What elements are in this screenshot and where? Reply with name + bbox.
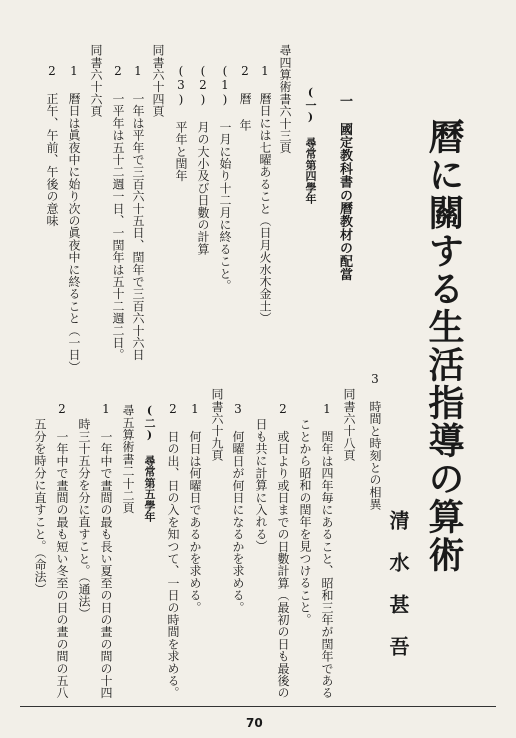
text-line: 2 日の出、日の入を知つて、一日の時間を求める。 <box>166 402 180 699</box>
text-line: 同書六十九頁 <box>210 388 224 462</box>
text-line: 2 曆 年 <box>238 64 252 132</box>
section-number: 一 <box>337 94 352 108</box>
text-line: 3 何曜日が何日になるかを求める。 <box>231 402 245 614</box>
author-name: 清水甚吾 <box>386 510 410 678</box>
text-line: 2 一平年は五十二週一日、一閏年は五十二週二日。 <box>111 64 125 361</box>
text-line: 尋四算術書六十三頁 <box>278 44 292 154</box>
subsection-heading <box>305 86 316 204</box>
text-line: (3) 平年と閏年 <box>174 64 188 182</box>
text-line: 3 時間と時刻との相異 <box>368 372 382 511</box>
subsection-title: 尋常第四學年 <box>304 136 317 205</box>
text-line: 時三十五分を分に直すこと。（通法） <box>77 418 91 620</box>
subsection-number: (一) <box>304 86 317 124</box>
section-heading <box>338 94 351 281</box>
text-line: 尋五算術書二十二頁 <box>121 404 135 514</box>
text-line: 1 一年は平年で三百六十五日、閏年で三百六十六日 <box>131 64 145 361</box>
text-line: 同書六十八頁 <box>342 388 356 462</box>
text-line: 同書六十六頁 <box>89 44 103 118</box>
text-line: 五分を時分に直すこと。（命法） <box>33 418 47 595</box>
bottom-rule <box>20 706 496 707</box>
section-title: 國定教科書の曆教材の配當 <box>337 122 352 281</box>
page-number: 70 <box>246 716 263 730</box>
text-line: 2 正午、午前、午後の意味 <box>45 64 59 227</box>
text-line: 1 曆日には七曜あること（日月火水木金土） <box>258 64 272 325</box>
text-line: (1) 一月に始り十二月に終ること。 <box>218 64 232 292</box>
text-line: 1 何日は何曜日であるかを求める。 <box>188 402 202 614</box>
text-line: 同書六十四頁 <box>151 44 165 118</box>
text-line: (2) 月の大小及び日數の計算 <box>196 64 210 256</box>
subsection-heading: (二) 尋常第五學年 <box>143 404 156 523</box>
text-line: 1 曆日は眞夜中に始り次の眞夜中に終ること（一日） <box>67 64 81 374</box>
article-title: 曆に關する生活指導の算術 <box>423 118 465 574</box>
text-line: 2 或日より或日までの日數計算（最初の日も最後の <box>276 402 290 699</box>
text-line: 2 一年中で晝間の最も短い冬至の日の晝の間の五八 <box>55 402 69 699</box>
text-line: 1 一年中で晝間の最も長い夏至の日の晝の間の十四 <box>99 402 113 699</box>
text-line: 日も共に計算に入れる） <box>254 418 268 553</box>
text-line: 1 閏年は四年毎にあること、昭和三年が閏年である <box>320 402 334 699</box>
text-line: ことから昭和の閏年を見つけること。 <box>298 418 312 626</box>
